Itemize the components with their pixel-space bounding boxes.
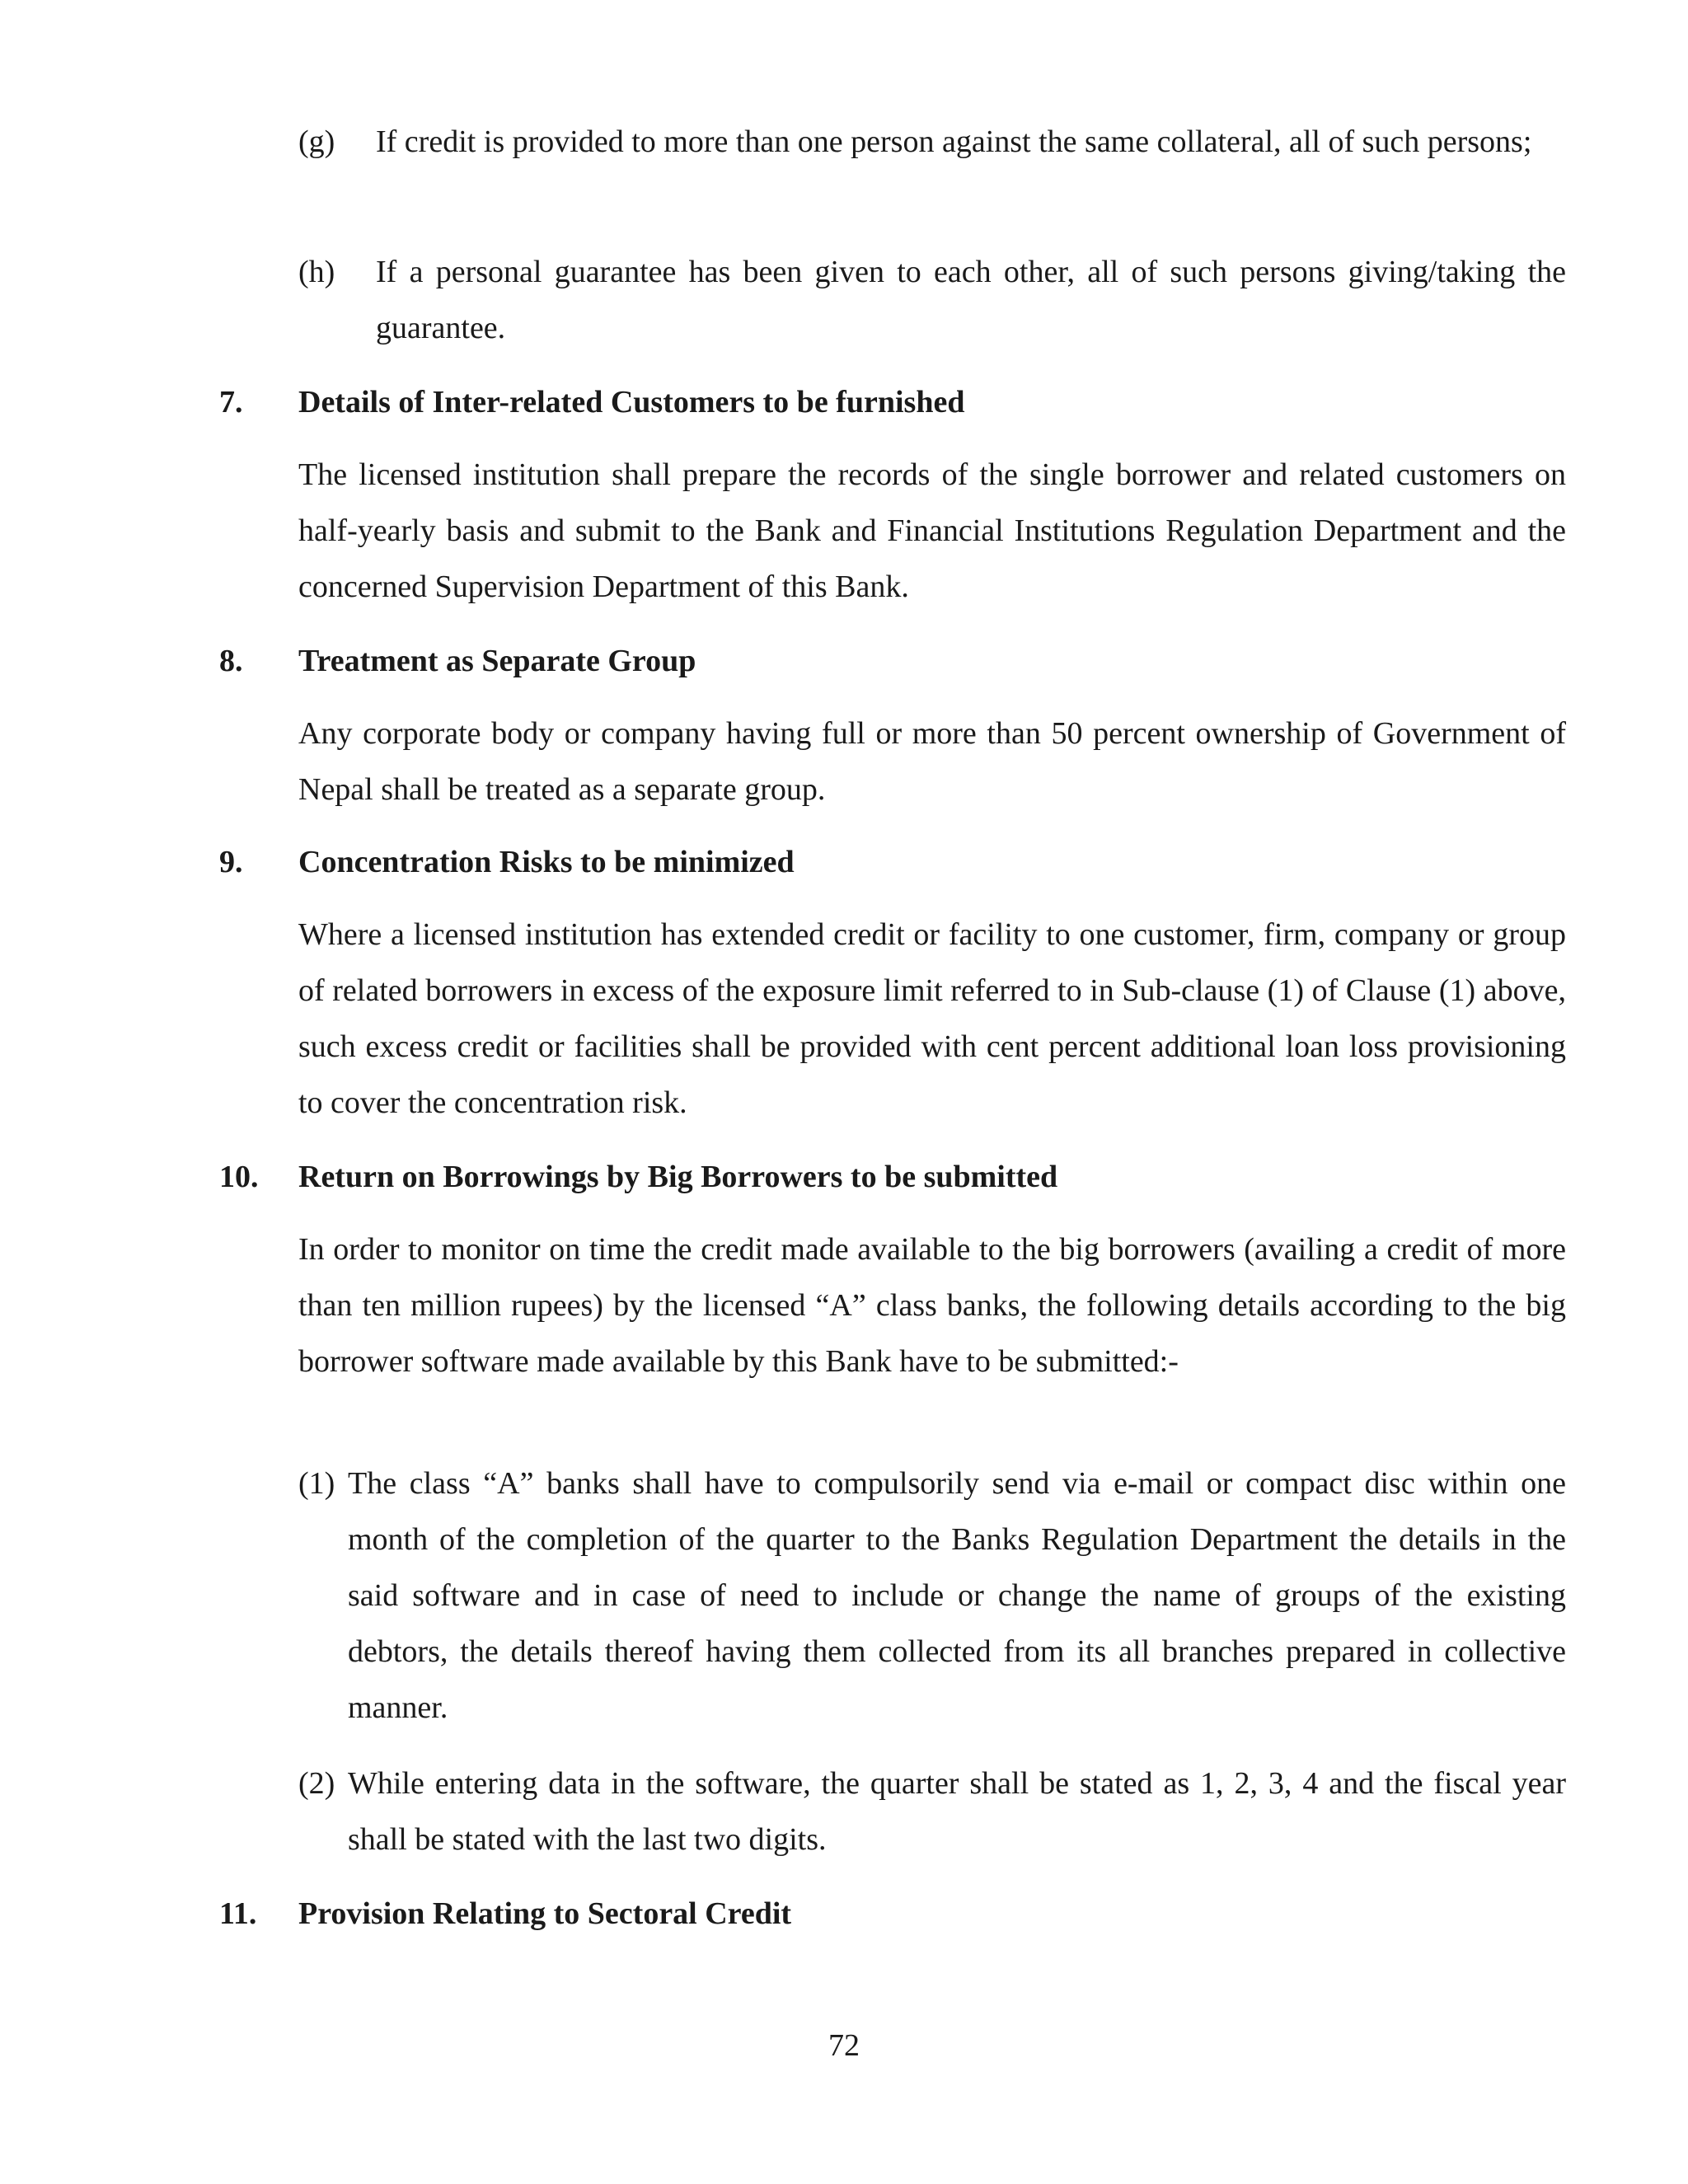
list-item-text: If credit is provided to more than one person against the same collateral, all of such persons; <box>376 124 1532 159</box>
list-marker: (g) <box>298 124 335 159</box>
section-7-body: The licensed institution shall prepare the records of the single borrower and related customers on half-yearly basis and submit to the Bank and Financial Institutions Regulation Department and the concerned Supervision Department of this Bank. <box>298 457 1566 604</box>
section-10-body: In order to monitor on time the credit made available to the big borrowers (availing a credit of more than ten million rupees) by the licensed “A” class banks, the following details according to the big borrower software made available by this Bank have to be submitted:- <box>298 1232 1566 1379</box>
list-item-text: The class “A” banks shall have to compulsorily send via e-mail or compact disc within one month of the completion of the quarter to the Banks Regulation Department the details in the said software and in case of need to include or change the name of groups of the existing debtors, the details thereof having them collected from its all branches prepared in collective manner. <box>348 1466 1566 1725</box>
section-title: Concentration Risks to be minimized <box>298 845 795 879</box>
list-item-h <box>298 244 1566 356</box>
list-item-1 <box>298 1455 1566 1736</box>
list-item-text: If a personal guarantee has been given to each other, all of such persons giving/taking the guarantee. <box>376 255 1566 345</box>
list-marker: (h) <box>298 255 335 289</box>
list-item-text: While entering data in the software, the quarter shall be stated as 1, 2, 3, 4 and the fiscal year shall be stated with the last two digits. <box>348 1766 1566 1857</box>
section-title: Treatment as Separate Group <box>298 644 696 678</box>
section-number: 11. <box>219 1896 257 1931</box>
list-marker: (2) <box>298 1766 335 1801</box>
section-9-body: Where a licensed institution has extended credit or facility to one customer, firm, company or group of related borrowers in excess of the exposure limit referred to in Sub-clause (1) of Clause (1) above, such excess credit or facilities shall be provided with cent percent additional loan loss provisioning to cover the concentration risk. <box>298 917 1566 1120</box>
section-title: Provision Relating to Sectoral Credit <box>298 1896 792 1931</box>
list-item-2 <box>298 1755 1566 1868</box>
section-number: 10. <box>219 1160 259 1194</box>
section-number: 7. <box>219 385 243 419</box>
list-marker: (1) <box>298 1466 335 1501</box>
page-number: 72 <box>828 2028 860 2063</box>
section-title: Return on Borrowings by Big Borrowers to be submitted <box>298 1160 1058 1194</box>
section-number: 8. <box>219 644 243 678</box>
section-title: Details of Inter-related Customers to be furnished <box>298 385 965 419</box>
section-number: 9. <box>219 845 243 879</box>
list-item-g <box>298 114 1566 170</box>
section-8-body: Any corporate body or company having full or more than 50 percent ownership of Government of Nepal shall be treated as a separate group. <box>298 716 1566 807</box>
